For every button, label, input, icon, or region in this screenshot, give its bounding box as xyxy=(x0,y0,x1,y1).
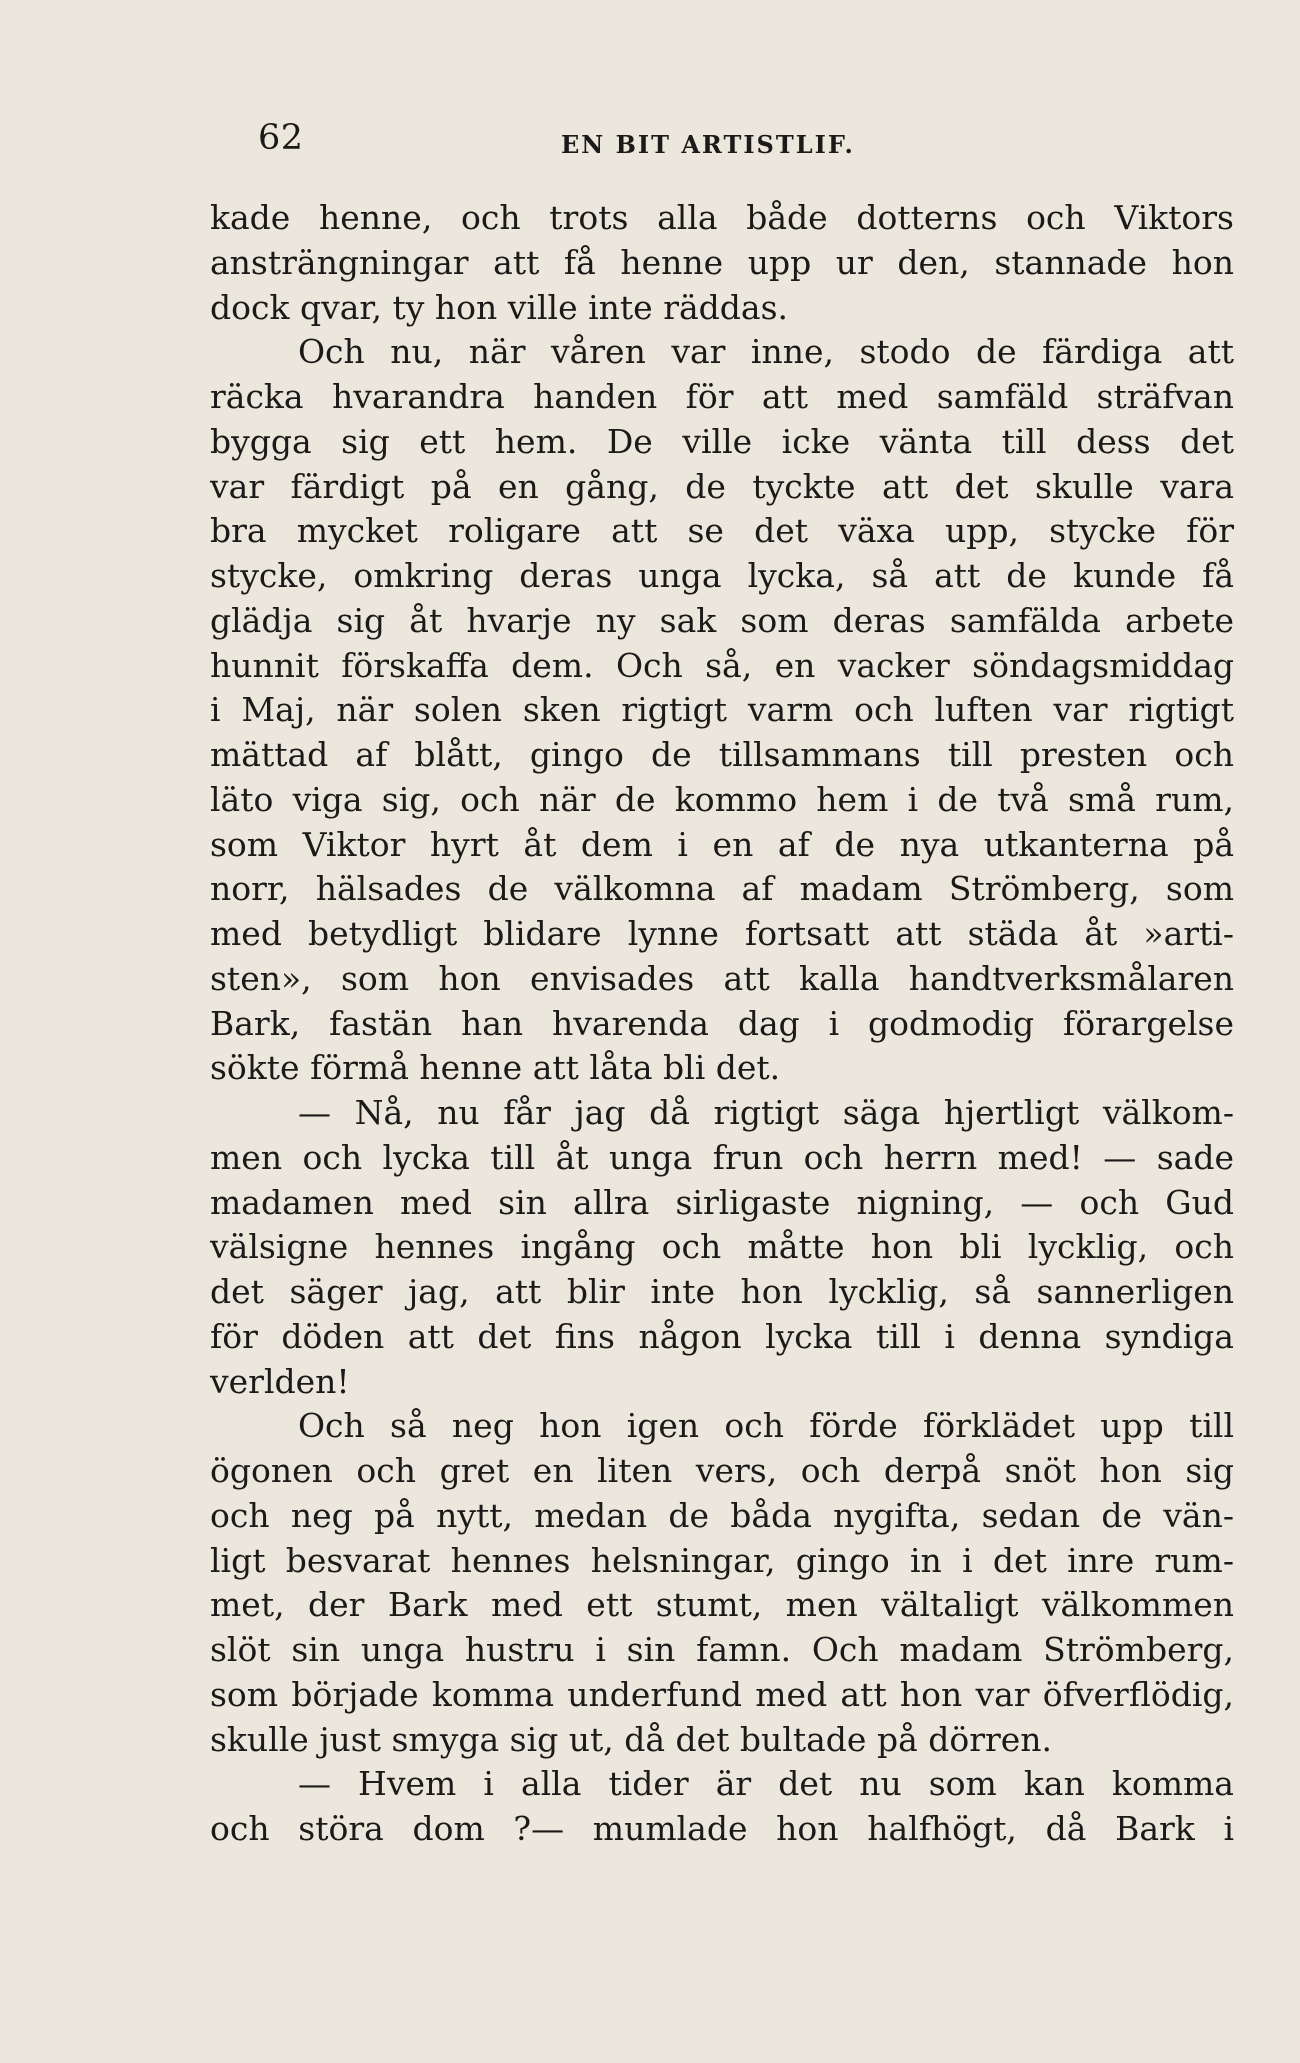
text-line: Och så neg hon igen och förde förklädet upp till xyxy=(298,1406,1234,1446)
text-line: och neg på nytt, medan de båda nygifta, sedan de vän- xyxy=(210,1495,1234,1535)
page-header xyxy=(258,118,938,168)
text-line: som började komma underfund med att hon var öfverflödig, xyxy=(210,1674,1234,1714)
text-line: norr, hälsades de välkomna af madam Strömberg, som xyxy=(210,869,1234,909)
text-line: — Nå, nu får jag då rigtigt säga hjertligt välkom- xyxy=(298,1093,1234,1132)
text-line: bygga sig ett hem. De ville icke vänta till dess det xyxy=(210,421,1234,461)
text-line: ansträngningar att få henne upp ur den, stannade hon xyxy=(210,242,1234,282)
text-line: madamen med sin allra sirligaste nigning, — och Gud xyxy=(210,1182,1234,1222)
text-line: stycke, omkring deras unga lycka, så att de kunde få xyxy=(210,556,1234,595)
text-line: mättad af blått, gingo de tillsammans till presten och xyxy=(210,735,1234,774)
text-line: läto viga sig, och när de kommo hem i de två små rum, xyxy=(210,779,1234,819)
text-line: räcka hvarandra handen för att med samfäld sträfvan xyxy=(210,377,1234,416)
text-line: i Maj, när solen sken rigtigt varm och luften var rigtigt xyxy=(210,690,1234,730)
body-text xyxy=(210,196,1234,1852)
text-line: Och nu, när våren var inne, stodo de färdiga att xyxy=(298,332,1234,372)
text-line: met, der Bark med ett stumt, men vältaligt välkommen xyxy=(210,1585,1234,1625)
text-line: slöt sin unga hustru i sin famn. Och madam Strömberg, xyxy=(210,1630,1234,1669)
text-line: ögonen och gret en liten vers, och derpå snöt hon sig xyxy=(210,1451,1234,1490)
text-line: skulle just smyga sig ut, då det bultade på dörren. xyxy=(210,1719,1053,1759)
text-line: sökte förmå henne att låta bli det. xyxy=(210,1048,781,1088)
text-line: som Viktor hyrt åt dem i en af de nya utkanterna på xyxy=(210,824,1234,864)
text-line: hunnit förskaffa dem. Och så, en vacker söndagsmiddag xyxy=(210,645,1234,685)
text-line: dock qvar, ty hon ville inte räddas. xyxy=(210,287,788,327)
text-line: välsigne hennes ingång och måtte hon bli lycklig, och xyxy=(210,1227,1234,1267)
text-line: ligt besvarat hennes helsningar, gingo in i det inre rum- xyxy=(210,1540,1234,1580)
text-line: bra mycket roligare att se det växa upp, stycke för xyxy=(210,511,1234,551)
text-line: för döden att det fins någon lycka till i denna syndiga xyxy=(210,1316,1234,1356)
text-line: kade henne, och trots alla både dotterns och Viktors xyxy=(210,198,1234,237)
text-line: men och lycka till åt unga frun och herrn med! — sade xyxy=(210,1137,1234,1177)
text-line: med betydligt blidare lynne fortsatt att städa åt »arti- xyxy=(210,914,1234,953)
running-title: EN BIT ARTISTLIF. xyxy=(561,130,855,159)
text-line: glädja sig åt hvarje ny sak som deras samfälda arbete xyxy=(210,600,1234,640)
text-line: och störa dom ?— mumlade hon halfhögt, då Bark i xyxy=(210,1809,1234,1848)
text-line: sten», som hon envisades att kalla handtverksmålaren xyxy=(210,958,1234,998)
text-line: var färdigt på en gång, de tyckte att det skulle vara xyxy=(210,466,1234,506)
text-line: — Hvem i alla tider är det nu som kan komma xyxy=(298,1764,1234,1804)
page-number: 62 xyxy=(258,118,304,158)
text-line: Bark, fastän han hvarenda dag i godmodig förargelse xyxy=(210,1003,1234,1043)
text-line: det säger jag, att blir inte hon lycklig, så sannerligen xyxy=(210,1272,1234,1311)
text-line: verlden! xyxy=(210,1361,350,1401)
